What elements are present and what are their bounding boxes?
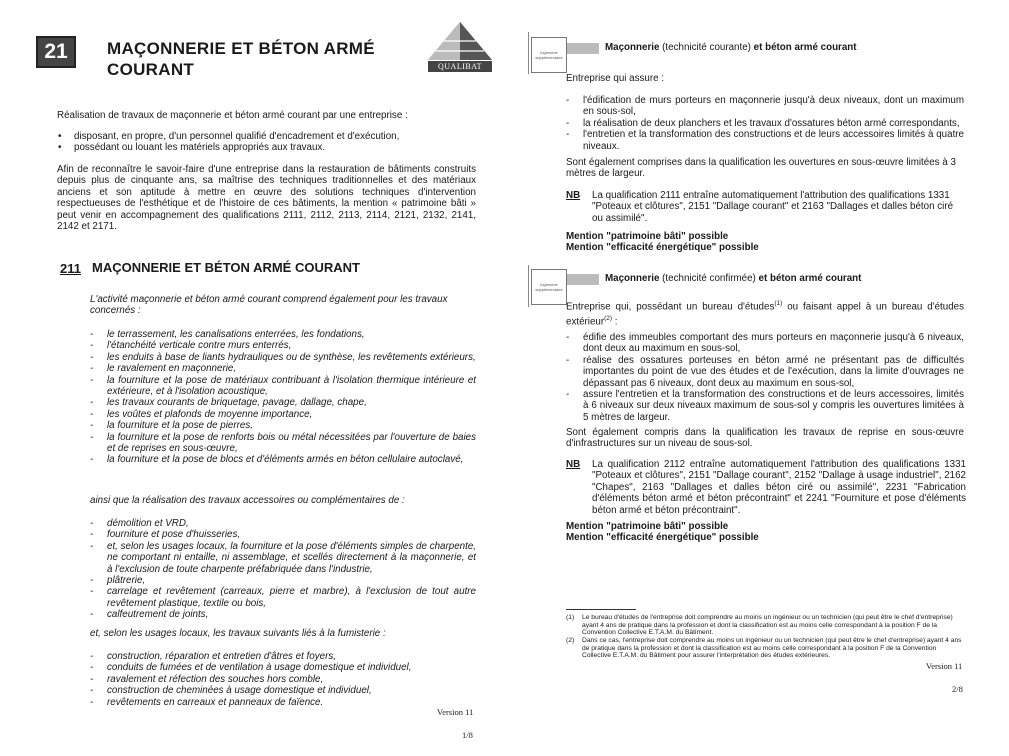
footnote-ref-2: (2) — [604, 314, 613, 322]
document-icon-caption: Ingénierie supplémentaire — [535, 50, 563, 60]
version-label: Version 11 — [437, 707, 474, 717]
qualification-code-box — [567, 43, 599, 54]
qualibat-logo-text: QUALIBAT — [438, 62, 482, 71]
document-icon — [531, 269, 567, 305]
qualibat-logo — [426, 20, 494, 74]
margin-line — [528, 265, 529, 307]
list-item: - la fourniture et la pose de blocs et d'éléments armés en béton cellulaire autoclavé, — [90, 454, 476, 465]
q1-heading-part: (technicité courante) — [659, 42, 754, 53]
footnote-1-text: Le bureau d'études de l'entreprise doit comprendre au moins un ingénieur ou un technicien (qui peut être le chef d'entreprise) ayant 4 ans de pratique dans la profession et dont la classification est au moins celle correspondant à la position F de la Convention Collective E.T.A.M. du Bâtiment. — [582, 614, 953, 637]
list-item: - calfeutrement de joints, — [90, 609, 476, 620]
q2-nb — [566, 459, 966, 516]
title-line-2: COURANT — [107, 60, 195, 79]
footnote-ref-1: (1) — [774, 300, 783, 307]
q1-nb-text: La qualification 2111 entraîne automatiquement l'attribution des qualifications 1331 "Poteaux et clôtures", 2151 "Dallage courant" et 2163 "Dallages et dalles béton ciré ou assimilé". — [592, 190, 954, 224]
list-item: - les travaux courants de briquetage, pavage, dallage, chape, — [90, 397, 476, 408]
q2-mention-energie: Mention "efficacité énergétique" possible — [566, 532, 759, 543]
requirements-list — [57, 131, 457, 154]
qualification-code-box — [567, 274, 599, 285]
list-item: - assure l'entretien et la transformation des constructions et de leurs accessoires, limités à 6 niveaux sur deux niveaux maximum de sous-sol y compris les ouvertures limitées à 5 mètres de largeur. — [566, 389, 964, 423]
footnote-2 — [566, 637, 964, 660]
q1-intro: Entreprise qui assure : — [566, 73, 665, 84]
footnote-1-mark: (1) — [566, 614, 575, 621]
q1-heading — [605, 42, 985, 53]
list-item: - revêtements en carreaux et panneaux de faïence. — [90, 697, 476, 708]
margin-line — [528, 32, 529, 74]
footnote-separator — [566, 609, 636, 610]
q1-heading-part: Maçonnerie — [605, 42, 660, 53]
list-item: - carrelage et revêtement (carreaux, pierre et marbre), à l'exclusion de tout autre revêtement plastique, textile ou bois, — [90, 586, 476, 609]
q2-intro-part: ou faisant appel à un bureau d'études extérieur — [566, 301, 965, 327]
list-item: - le ravalement en maçonnerie, — [90, 363, 476, 374]
q1-openings: Sont également comprises dans la qualification les ouvertures en sous-œuvre limitées à 3 mètres de largeur. — [566, 157, 956, 180]
page-number: 2/8 — [952, 684, 963, 694]
list-item: - construction de cheminées à usage domestique et individuel, — [90, 685, 476, 696]
q2-list — [566, 332, 964, 423]
list-item: • disposant, en propre, d'un personnel qualifié d'encadrement et d'exécution, — [57, 131, 457, 142]
list-item: - l'étanchéité verticale contre murs enterrés, — [90, 340, 476, 351]
footnote-1 — [566, 614, 964, 637]
q2-heading-part: Maçonnerie — [605, 273, 660, 284]
footnote-2-mark: (2) — [566, 637, 575, 644]
list-item: - réalise des ossatures porteuses en béton armé ne présentant pas de difficultés importantes du point de vue des études et de l'exécution, dans la limite d'ouvrages ne dépassant pas 6 niveaux, dont deux au maximum en sous-sol, — [566, 355, 964, 389]
section-title: MAÇONNERIE ET BÉTON ARMÉ COURANT — [92, 260, 360, 275]
page-title — [107, 38, 407, 80]
list-item: - ravalement et réfection des souches hors comble, — [90, 674, 476, 685]
list-item: - conduits de fumées et de ventilation à usage domestique et individuel, — [90, 662, 476, 673]
q2-intro-part: : — [612, 315, 618, 327]
q2-nb-text: La qualification 2112 entraîne automatiquement l'attribution des qualifications 1331 "Poteaux et clôtures", 2151 "Dallage courant", 2152 "Dallage à usage industriel", 2162 "Chapes", 2163 "Dallages et dalles béton ciré ou assimilé", 2231 "Fabrication d'éléments béton armé et béton précontraint" et 2241 "Fourniture et pose d'éléments béton armé et béton précontraint". — [592, 459, 966, 516]
q2-heading-part: (technicité confirmée) — [659, 273, 759, 284]
page-number: 1/8 — [462, 730, 473, 740]
q2-intro — [566, 298, 964, 327]
fumisterie-list — [90, 651, 476, 708]
activity-list — [90, 329, 476, 466]
q2-heading-part: et béton armé courant — [758, 273, 862, 284]
list-item: - plâtrerie, — [90, 575, 476, 586]
q1-heading-part: et béton armé courant — [753, 42, 857, 53]
list-item: - le terrassement, les canalisations enterrées, les fondations, — [90, 329, 476, 340]
list-item: - construction, réparation et entretien d'âtres et foyers, — [90, 651, 476, 662]
accessory-list — [90, 518, 476, 621]
patrimoine-paragraph: Afin de reconnaître le savoir-faire d'une entreprise dans la restauration de bâtiments construits depuis plus de cinquante ans, sa maîtrise des techniques traditionnelles et des matériaux anciens et son aptitude à mettre en œuvre des solutions techniques d'intervention respectueuses de l'esthétique et de l'histoire de ces bâtiments, la mention « patrimoine bâti » peut venir en accompagnement des qualifications 2111, 2112, 2113, 2114, 2121, 2132, 2141, 2142 et 2171. — [57, 164, 476, 233]
right-page — [506, 0, 1009, 756]
list-item: - et, selon les usages locaux, la fourniture et la pose d'éléments simples de charpente, ne comportant ni entaille, ni assemblage, et scellés directement à la maçonnerie, et à l'exclusion de toute charpente préfabriquée dans l'industrie, — [90, 541, 476, 575]
list-item: - la réalisation de deux planchers et les travaux d'ossatures béton armé correspondants, — [566, 118, 964, 129]
document-icon-caption: Ingénierie supplémentaire — [535, 282, 563, 292]
list-item: - la fourniture et la pose de pierres, — [90, 420, 476, 431]
section-number: 211 — [60, 261, 81, 276]
list-item: - les voûtes et plafonds de moyenne importance, — [90, 409, 476, 420]
q2-heading — [605, 273, 985, 284]
q2-reprise: Sont également compris dans la qualification les travaux de reprise en sous-œuvre d'infrastructures sur un niveau de sous-sol. — [566, 427, 964, 450]
accessory-intro: ainsi que la réalisation des travaux accessoires ou complémentaires de : — [90, 495, 405, 506]
version-label: Version 11 — [926, 661, 963, 671]
list-item: - fourniture et pose d'huisseries, — [90, 529, 476, 540]
q1-mention-energie: Mention "efficacité énergétique" possible — [566, 242, 759, 253]
q2-mention-patrimoine: Mention "patrimoine bâti" possible — [566, 521, 729, 532]
fumisterie-intro: et, selon les usages locaux, les travaux suivants liés à la fumisterie : — [90, 628, 386, 639]
q1-list — [566, 95, 964, 152]
document-icon — [531, 37, 567, 73]
title-line-1: MAÇONNERIE ET BÉTON ARMÉ — [107, 39, 375, 58]
left-page — [0, 0, 500, 756]
list-item: - démolition et VRD, — [90, 518, 476, 529]
intro-text: Réalisation de travaux de maçonnerie et béton armé courant par une entreprise : — [57, 110, 408, 121]
qualification-number-badge: 21 — [36, 36, 76, 68]
list-item: - édifie des immeubles comportant des murs porteurs en maçonnerie jusqu'à 6 niveaux, dont deux au maximum en sous-sol, — [566, 332, 964, 355]
nb-label: NB — [566, 190, 581, 201]
activity-intro: L'activité maçonnerie et béton armé courant comprend également pour les travaux concernés : — [90, 294, 448, 317]
list-item: - la fourniture et la pose de renforts bois ou métal nécessitées par l'ouverture de baies et de reprises en sous-œuvre, — [90, 432, 476, 455]
list-item: - l'entretien et la transformation des constructions et de leurs accessoires limités à quatre niveaux. — [566, 129, 964, 152]
q1-mention-patrimoine: Mention "patrimoine bâti" possible — [566, 231, 729, 242]
list-item: - l'édification de murs porteurs en maçonnerie jusqu'à deux niveaux, dont un maximum en sous-sol, — [566, 95, 964, 118]
list-item: - la fourniture et la pose de matériaux contribuant à l'isolation thermique intérieure et extérieure, et à l'isolation acoustique, — [90, 375, 476, 398]
list-item: • possédant ou louant les matériels appropriés aux travaux. — [57, 142, 457, 153]
nb-label: NB — [566, 459, 581, 470]
footnote-2-text: Dans ce cas, l'entreprise doit comprendre au moins un ingénieur ou un technicien (qui peut être le chef d'entreprise) ayant 4 ans de pratique dans la profession et dont la classification est au moins celle correspondant à la position F de la Convention Collective E.T.A.M. du Bâtiment pour assurer l'interprétation des études extérieures. — [582, 637, 962, 660]
q1-nb — [566, 190, 966, 224]
q2-intro-part: Entreprise qui, possédant un bureau d'études — [566, 301, 775, 313]
list-item: - les enduits à base de liants hydrauliques ou de synthèse, les revêtements extérieurs, — [90, 352, 476, 363]
